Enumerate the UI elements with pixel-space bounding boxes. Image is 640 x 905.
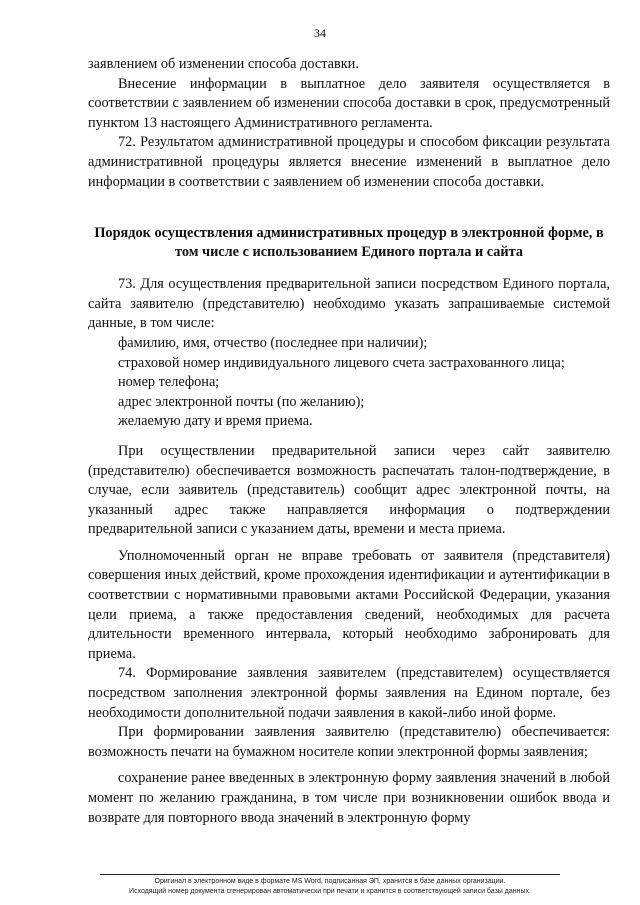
document-body	[88, 55, 610, 828]
list-item: адрес электронной почты (по желанию);	[118, 393, 365, 410]
footer-divider	[100, 874, 560, 875]
paragraph: При осуществлении предварительной записи через сайт заявителю (представителю) обеспечивается возможность распечатать талон-подтверждение, в случае, если заявитель (представитель) сообщит адрес электронной почты, на указанный адрес также направляется информация о подтверждении предварительной записи с указанием даты, времени и места приема.	[88, 442, 610, 538]
page-number: 34	[314, 26, 326, 40]
paragraph: При формировании заявления заявителю (представителю) обеспечивается: возможность печати на бумажном носителе копии электронной формы заявления;	[88, 724, 610, 760]
list-item: желаемую дату и время приема.	[118, 413, 313, 430]
section-heading: Порядок осуществления административных процедур в электронной форме, в том числе с использованием Единого портала и сайта	[94, 225, 604, 261]
paragraph-72: 72. Результатом административной процедуры и способом фиксации результата административной процедуры является внесение изменений в выплатное дело информации в соответствии с заявлением об изменении способа доставки.	[88, 134, 610, 190]
list-item: фамилию, имя, отчество (последнее при наличии);	[118, 334, 428, 351]
paragraph-73: 73. Для осуществления предварительной записи посредством Единого портала, сайта заявителю (представителю) необходимо указать запрашиваемые системой данные, в том числе:	[88, 276, 610, 332]
list-item: номер телефона;	[118, 374, 220, 391]
paragraph: Внесение информации в выплатное дело заявителя осуществляется в соответствии с заявлением об изменении способа доставки в срок, предусмотренный пунктом 13 настоящего Административного регламента.	[88, 75, 610, 131]
paragraph: Уполномоченный орган не вправе требовать от заявителя (представителя) совершения иных действий, кроме прохождения идентификации и аутентификации в соответствии с нормативными правовыми актами Российской Федерации, указания цели приема, а также предоставления сведений, необходимых для расчета длительности временного интервала, который необходимо забронировать для приема.	[88, 547, 610, 662]
footer	[60, 877, 600, 897]
footer-line-1: Оригинал в электронном виде в формате MS Word, подписанная ЭП, хранится в базе данных организации.	[154, 878, 506, 885]
footer-line-2: Исходящий номер документа сгенерирован автоматически при печати и хранится в соответствующей записи базы данных.	[129, 888, 531, 895]
paragraph: сохранение ранее введенных в электронную форму заявления значений в любой момент по желанию гражданина, в том числе при возникновении ошибок ввода и возврате для повторного ввода значений в электронную форму	[88, 770, 610, 826]
list-item: страховой номер индивидуального лицевого счета застрахованного лица;	[118, 354, 565, 371]
paragraph-74: 74. Формирование заявления заявителем (представителем) осуществляется посредством заполнения электронной формы заявления на Едином портале, без необходимости дополнительной подачи заявления в какой-либо иной форме.	[88, 665, 610, 721]
paragraph: заявлением об изменении способа доставки.	[88, 56, 359, 72]
